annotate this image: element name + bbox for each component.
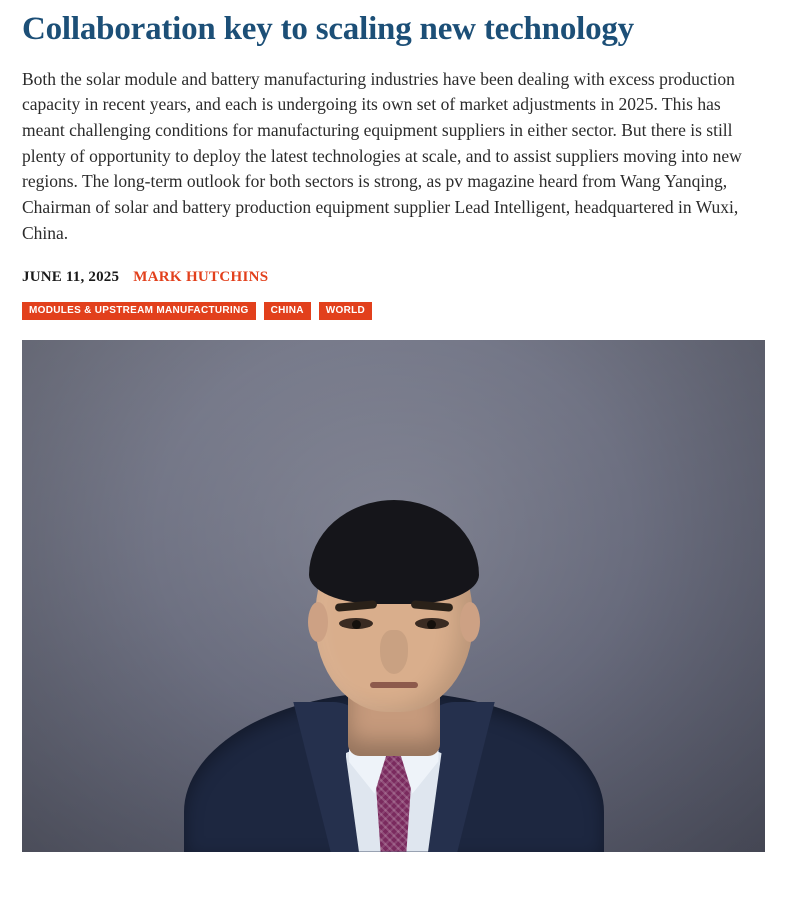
hair — [309, 500, 479, 604]
ear-left — [308, 602, 328, 642]
page-title: Collaboration key to scaling new technology — [22, 11, 634, 47]
tag-world[interactable]: WORLD — [319, 302, 372, 320]
byline — [22, 269, 765, 286]
hero-image — [22, 340, 765, 852]
tag-list — [22, 302, 765, 320]
head — [315, 506, 473, 712]
mouth — [370, 682, 418, 688]
portrait-subject — [184, 422, 604, 852]
author-link[interactable]: MARK HUTCHINS — [133, 268, 269, 285]
ear-right — [460, 602, 480, 642]
tag-china[interactable]: CHINA — [264, 302, 311, 320]
tag-modules-upstream-manufacturing[interactable]: MODULES & UPSTREAM MANUFACTURING — [22, 302, 256, 320]
publish-date: JUNE 11, 2025 — [22, 268, 120, 285]
nose — [380, 630, 408, 674]
article-standfirst: Both the solar module and battery manufacturing industries have been dealing with excess production capacity in recent years, and each is undergoing its own set of market adjustments in 2025. This has meant challenging conditions for manufacturing equipment suppliers in either sector. But there is still plenty of opportunity to deploy the latest technologies at scale, and to assist suppliers moving into new regions. The long-term outlook for both sectors is strong, as pv magazine heard from Wang Yanqing, Chairman of solar and battery production equipment supplier Lead Intelligent, headquartered in Wuxi, China. — [22, 68, 742, 243]
pupil-left — [352, 620, 361, 629]
pupil-right — [427, 620, 436, 629]
eyebrow-left — [334, 600, 377, 612]
eyebrow-right — [410, 600, 453, 612]
